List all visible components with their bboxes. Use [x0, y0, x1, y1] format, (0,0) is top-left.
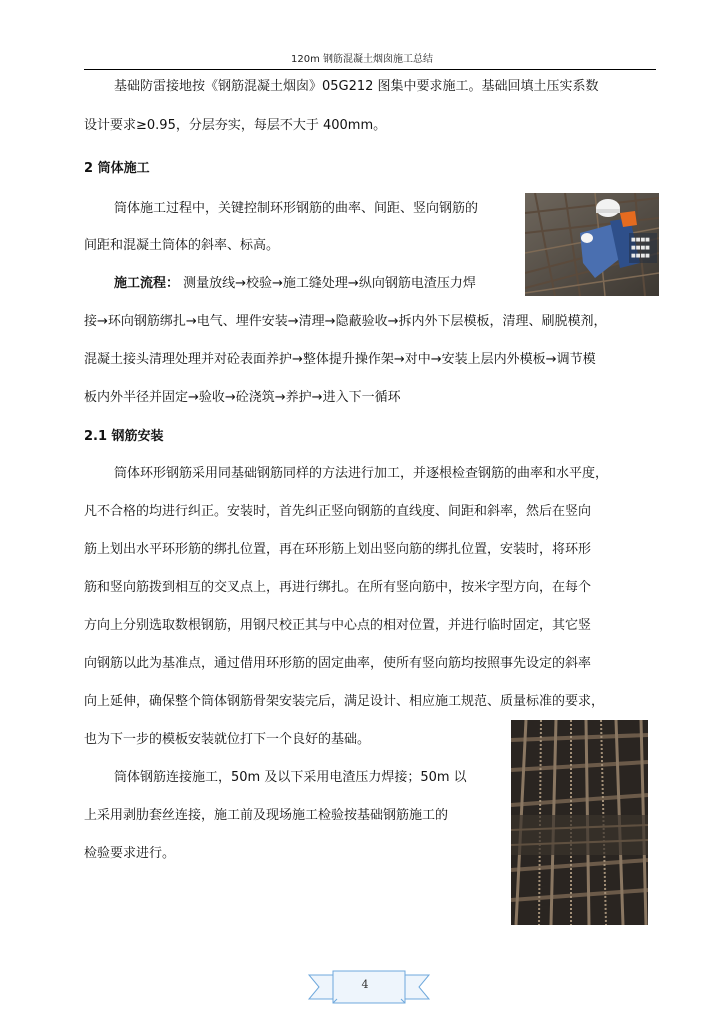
paragraph-line: 间距和混凝土筒体的斜率、标高。	[84, 238, 280, 253]
flow-line	[114, 275, 476, 293]
paragraph-line: 设计要求≥0.95，分层夯实，每层不大于 400mm。	[84, 118, 387, 133]
paragraph-line: 向上延伸，确保整个筒体钢筋骨架安装完后，满足设计、相应施工规范、质量标准的要求，	[84, 694, 605, 709]
paragraph-line: 筒体钢筋连接施工，50m 及以下采用电渣压力焊接；50m 以	[114, 770, 467, 785]
rebar-cage-photo	[511, 720, 648, 925]
flow-line: 接→环向钢筋绑扎→电气、埋件安装→清理→隐蔽验收→拆内外下层模板，清理、刷脱模剂，	[84, 314, 607, 329]
svg-text:■■■■: ■■■■	[631, 245, 650, 251]
svg-text:■■■■: ■■■■	[631, 253, 650, 259]
rebar-cage-image	[511, 720, 648, 925]
paragraph-line: 凡不合格的均进行纠正。安装时，首先纠正竖向钢筋的直线度、间距和斜率，然后在竖向	[84, 504, 592, 519]
paragraph-line: 上采用剥肋套丝连接，施工前及现场施工检验按基础钢筋施工的	[84, 808, 449, 823]
flow-text: 测量放线→校验→施工缝处理→纵向钢筋电渣压力焊	[179, 276, 476, 291]
paragraph-line: 方向上分别选取数根钢筋，用钢尺校正其与中心点的相对位置，并进行临时固定，其它竖	[84, 618, 592, 633]
svg-text:■■■■: ■■■■	[631, 237, 650, 243]
flow-line: 混凝土接头清理处理并对砼表面养护→整体提升操作架→对中→安装上层内外模板→调节模	[84, 352, 596, 367]
rebar-welding-photo	[525, 193, 659, 296]
paragraph-line: 也为下一步的模板安装就位打下一个良好的基础。	[84, 732, 371, 747]
header-divider	[84, 69, 656, 70]
paragraph-line: 向钢筋以此为基准点，通过借用环形筋的固定曲率，使所有竖向筋均按照事先设定的斜率	[84, 656, 592, 671]
paragraph-line: 筋上划出水平环形筋的绑扎位置，再在环形筋上划出竖向筋的绑扎位置，安装时，将环形	[84, 542, 592, 557]
section-heading-2-1: 2.1 钢筋安装	[84, 429, 164, 444]
paragraph-line: 筒体环形钢筋采用同基础钢筋同样的方法进行加工，并逐根检查钢筋的曲率和水平度，	[114, 466, 609, 481]
paragraph-line: 筒体施工过程中，关键控制环形钢筋的曲率、间距、竖向钢筋的	[114, 201, 479, 216]
flow-line: 板内外半径并固定→验收→砼浇筑→养护→进入下一循环	[84, 390, 401, 405]
paragraph-line: 检验要求进行。	[84, 846, 176, 861]
section-heading-2: 2 筒体施工	[84, 161, 150, 176]
paragraph-line: 基础防雷接地按《钢筋混凝土烟囱》05G212 图集中要求施工。基础回填土压实系数	[114, 79, 599, 94]
rebar-welding-image	[525, 193, 659, 296]
flow-label: 施工流程：	[114, 276, 180, 291]
page-header-title: 120m 钢筋混凝土烟囱施工总结	[290, 54, 433, 65]
page-number: 4	[361, 978, 369, 991]
paragraph-line: 筋和竖向筋拨到相互的交叉点上，再进行绑扎。在所有竖向筋中，按米字型方向，在每个	[84, 580, 592, 595]
